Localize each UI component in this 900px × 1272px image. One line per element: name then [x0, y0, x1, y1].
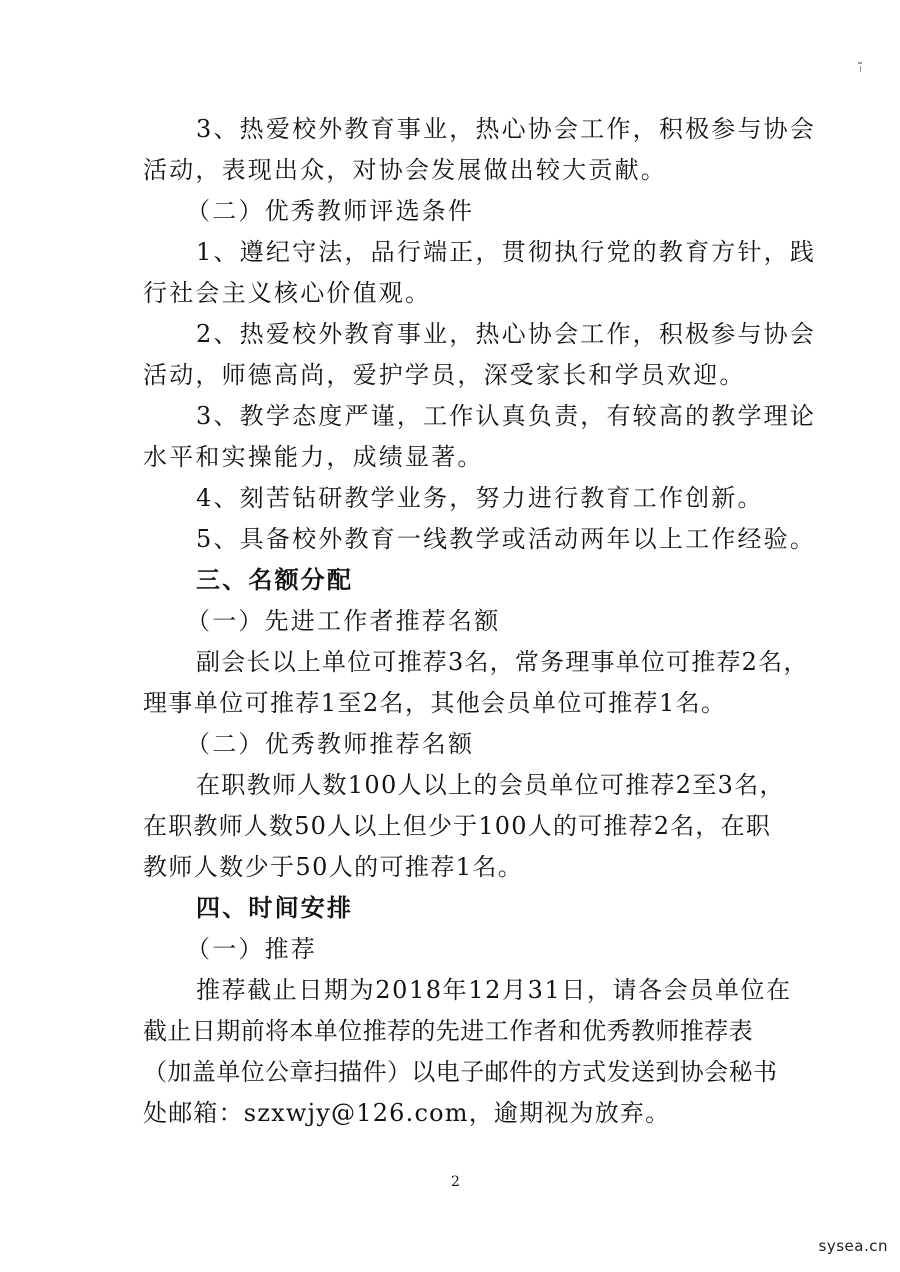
paragraph-line: 副会长以上单位可推荐3名，常务理事单位可推荐2名，	[196, 648, 809, 676]
site-watermark: sysea.cn	[818, 1237, 888, 1255]
page-number: 2	[451, 1174, 460, 1190]
paragraph-line: 截止日期前将本单位推荐的先进工作者和优秀教师推荐表	[143, 1017, 753, 1045]
paragraph-line: 3、热爱校外教育事业，热心协会工作，积极参与协会	[196, 115, 817, 143]
paragraph-line: 理事单位可推荐1至2名，其他会员单位可推荐1名。	[143, 689, 727, 717]
paragraph-line: 2、热爱校外教育事业，热心协会工作，积极参与协会	[196, 320, 817, 348]
paragraph-line: 在职教师人数50人以上但少于100人的可推荐2名，在职	[143, 812, 772, 840]
subheading: （一）推荐	[186, 935, 317, 963]
paragraph-line: 教师人数少于50人的可推荐1名。	[143, 853, 524, 881]
paragraph-line: 5、具备校外教育一线教学或活动两年以上工作经验。	[196, 525, 817, 553]
paragraph-line: 活动，表现出众，对协会发展做出较大贡献。	[143, 156, 667, 184]
section-heading: 三、名额分配	[196, 566, 354, 594]
paragraph-line: 1、遵纪守法，品行端正，贯彻执行党的教育方针，践	[196, 238, 817, 266]
paragraph-line: 推荐截止日期为2018年12月31日，请各会员单位在	[196, 976, 792, 1004]
paragraph-line: 4、刻苦钻研教学业务，努力进行教育工作创新。	[196, 484, 764, 512]
paragraph-line: 水平和实操能力，成绩显著。	[143, 443, 484, 471]
section-heading: 四、时间安排	[196, 894, 354, 922]
subheading: （二）优秀教师推荐名额	[186, 730, 475, 758]
scan-speck	[860, 66, 861, 72]
scan-speck	[858, 62, 862, 64]
paragraph-line: （加盖单位公章扫描件）以电子邮件的方式发送到协会秘书	[143, 1058, 778, 1086]
paragraph-line: 在职教师人数100人以上的会员单位可推荐2至3名，	[196, 771, 785, 799]
paragraph-line: 活动，师德高尚，爱护学员，深受家长和学员欢迎。	[143, 361, 746, 389]
paragraph-line: 3、教学态度严谨，工作认真负责，有较高的教学理论	[196, 402, 817, 430]
subheading: （二）优秀教师评选条件	[186, 197, 475, 225]
paragraph-line: 行社会主义核心价值观。	[143, 279, 432, 307]
paragraph-line: 处邮箱：szxwjy@126.com，逾期视为放弃。	[143, 1099, 671, 1127]
subheading: （一）先进工作者推荐名额	[186, 607, 501, 635]
